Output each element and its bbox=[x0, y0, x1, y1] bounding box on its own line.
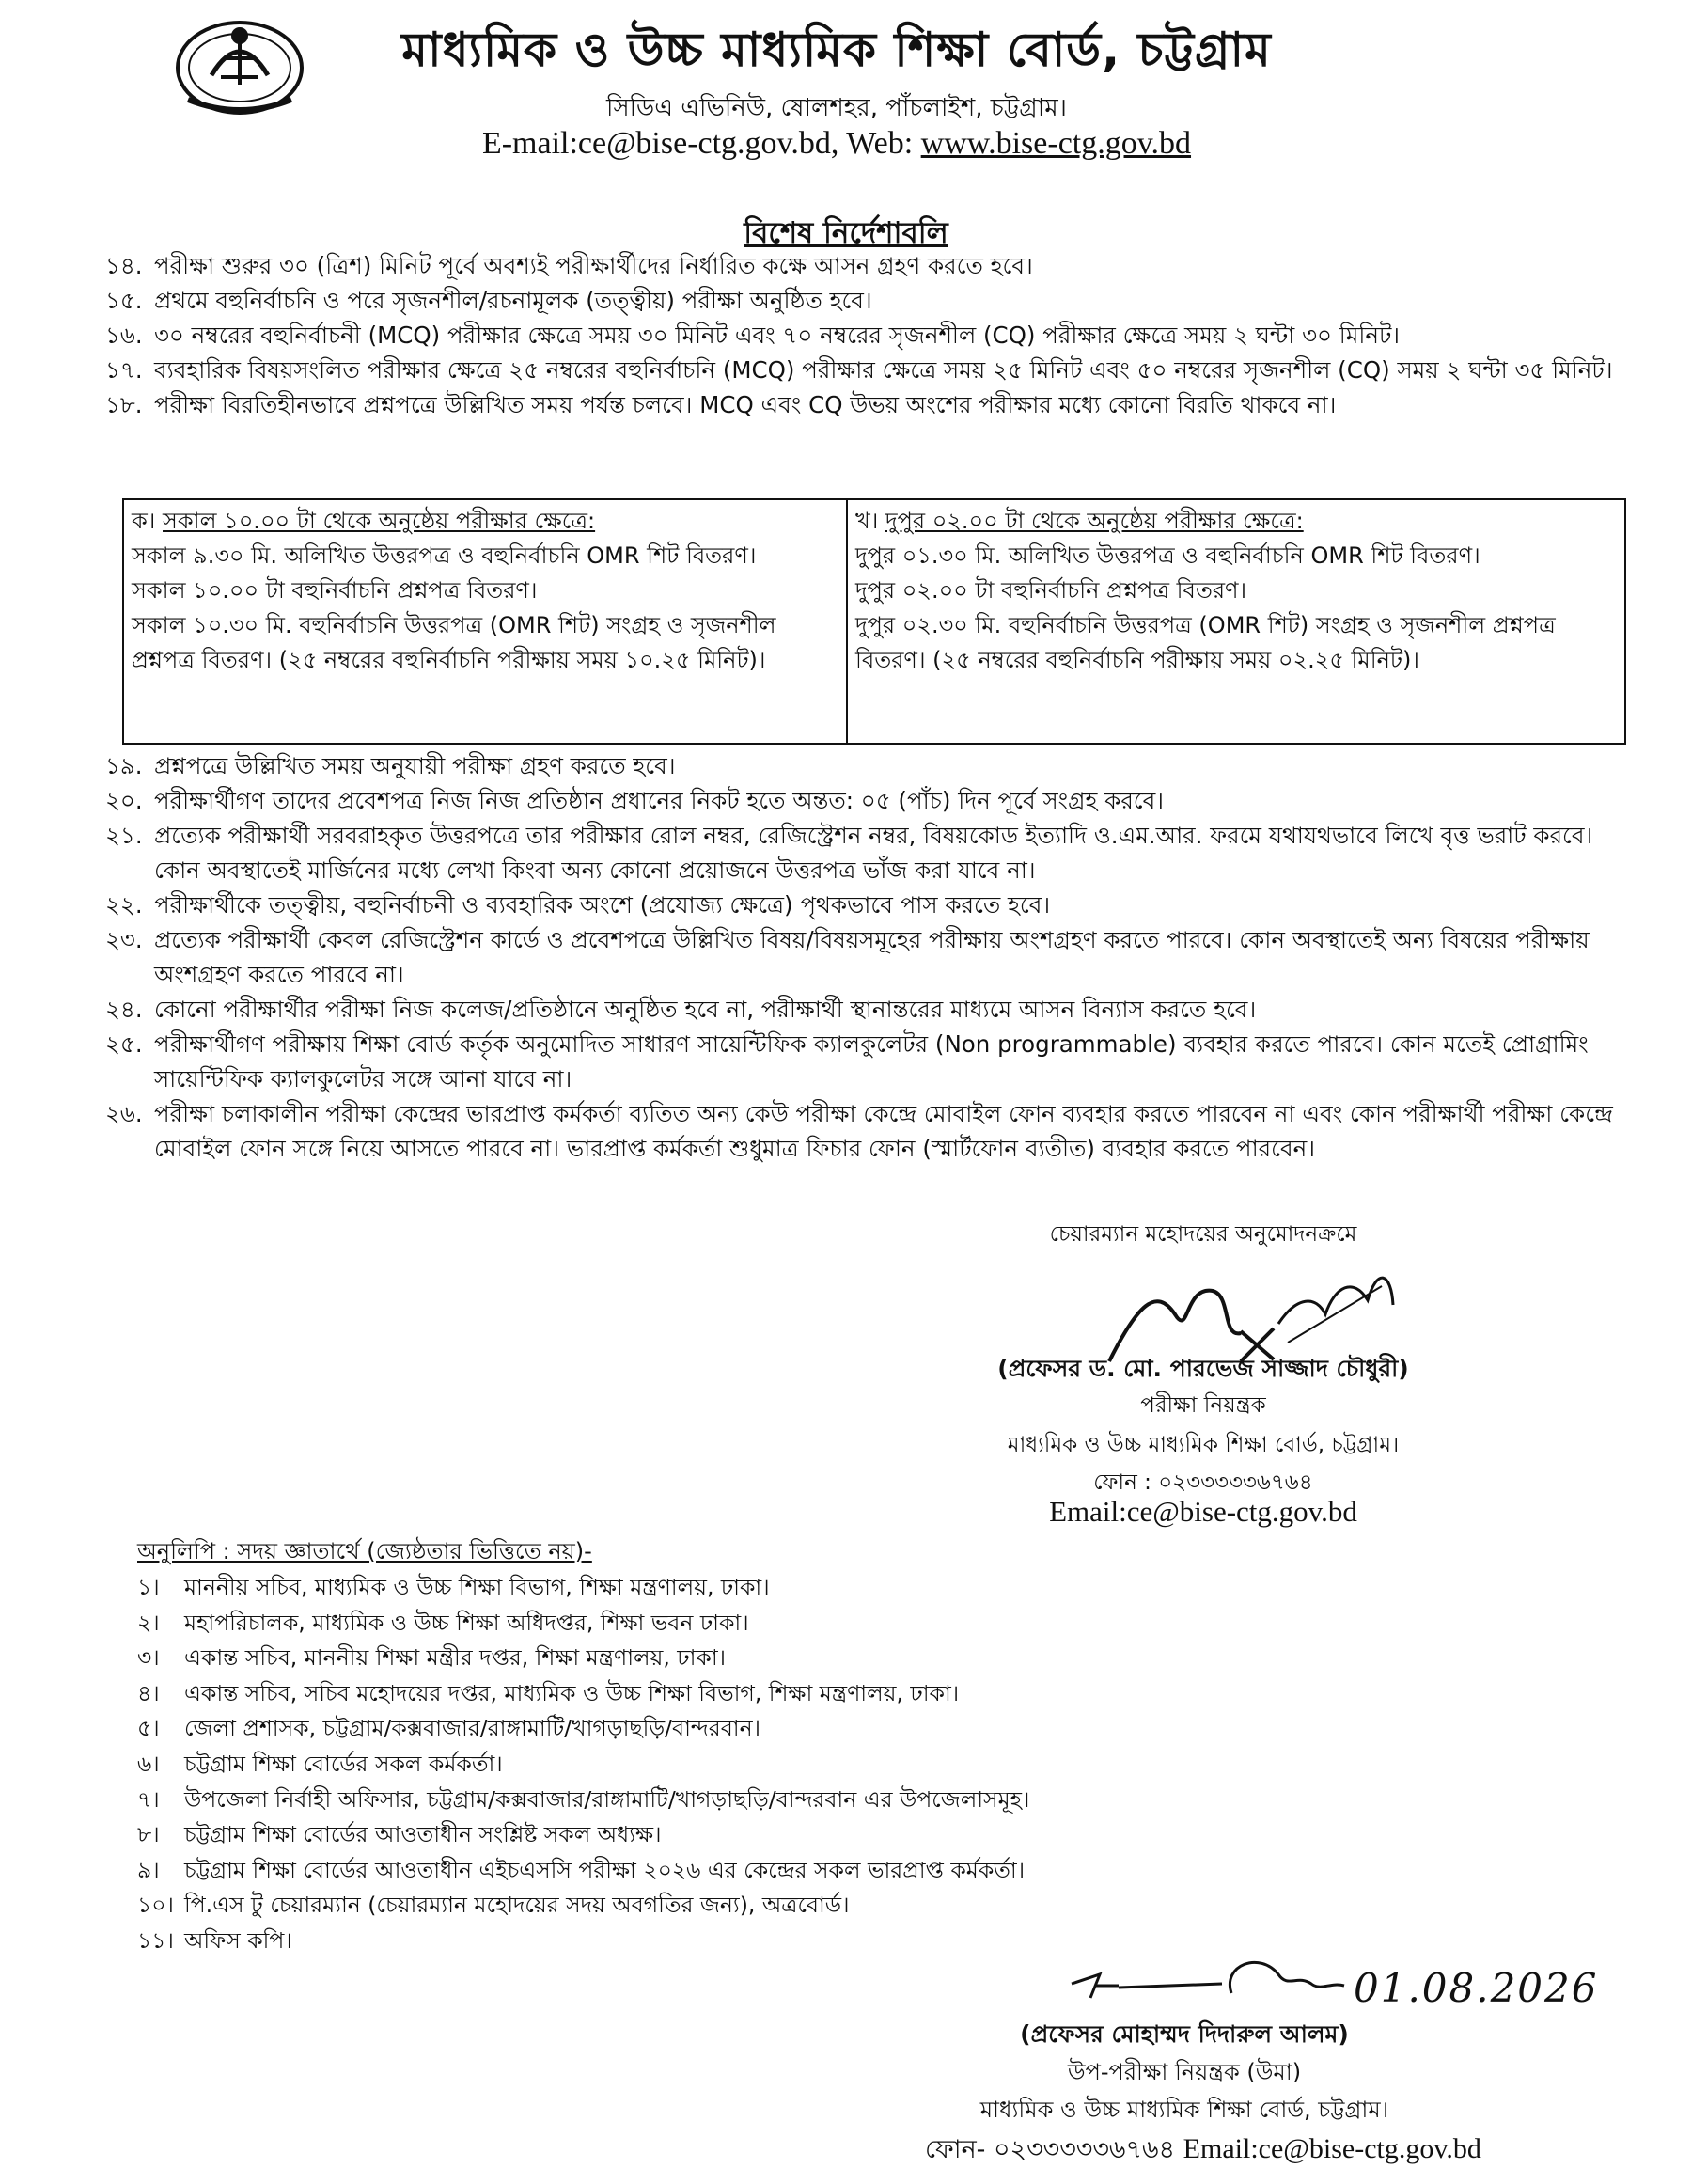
copy-text: অফিস কপি। bbox=[184, 1926, 292, 1954]
instruction-number: ১৯. bbox=[105, 752, 143, 779]
afternoon-schedule-line: দুপুর ০২.০০ টা বহুনির্বাচনি প্রশ্নপত্র বিতরণ। bbox=[855, 577, 1247, 604]
afternoon-schedule-line: দুপুর ০২.৩০ মি. বহুনির্বাচনি উত্তরপত্র (OMR শিট) সংগ্রহ ও সৃজনশীল প্রশ্নপত্র বিতরণ। (২৫ নম্বরের বহুনির্বাচনি পরীক্ষায় সময় ০২.২৫ মিনিট)। bbox=[855, 612, 1556, 673]
instruction-number: ২৪. bbox=[105, 996, 143, 1023]
copy-item bbox=[137, 1853, 1547, 1889]
morning-heading-text: সকাল ১০.০০ টা থেকে অনুষ্ঠেয় পরীক্ষার ক্ষেত্রে: bbox=[163, 508, 596, 534]
instruction-item bbox=[105, 248, 1628, 283]
afternoon-schedule bbox=[848, 500, 1624, 743]
instruction-number: ১৮. bbox=[105, 391, 143, 418]
instructions-heading: বিশেষ নির্দেশাবলি bbox=[744, 216, 948, 250]
morning-schedule-line: সকাল ১০.০০ টা বহুনির্বাচনি প্রশ্নপত্র বিতরণ। bbox=[132, 577, 538, 604]
copy-number: ৬। bbox=[137, 1750, 160, 1777]
instruction-text: পরীক্ষা চলাকালীন পরীক্ষা কেন্দ্রের ভারপ্রাপ্ত কর্মকর্তা ব্যতিত অন্য কেউ পরীক্ষা কেন্দ্রে মোবাইল ফোন ব্যবহার করতে পারবেন না এবং কোন পরীক্ষার্থী পরীক্ষা কেন্দ্রে মোবাইল ফোন সঙ্গে নিয়ে আসতে পারবে না। ভারপ্রাপ্ত কর্মকর্তা শুধুমাত্র ফিচার ফোন (স্মার্টফোন ব্যতীত) ব্যবহার করতে পারবেন। bbox=[154, 1100, 1613, 1162]
afternoon-schedule-heading bbox=[855, 504, 1617, 539]
copy-text: চট্টগ্রাম শিক্ষা বোর্ডের আওতাধীন সংশ্লিষ্ট সকল অধ্যক্ষ। bbox=[184, 1821, 662, 1848]
controller-name: (প্রফেসর ড. মো. পারভেজ সাজ্জাদ চৌধুরী) bbox=[997, 1355, 1409, 1382]
deputy-name: (প্রফেসর মোহাম্মদ দিদারুল আলম) bbox=[1020, 2020, 1349, 2048]
instructions-list-a bbox=[105, 248, 1628, 422]
deputy-signature-block bbox=[846, 1946, 1692, 2184]
instruction-text: পরীক্ষা বিরতিহীনভাবে প্রশ্নপত্রে উল্লিখিত সময় পর্যন্ত চলবে। MCQ এবং CQ উভয় অংশের পরীক্ষার মধ্যে কোনো বিরতি থাকবে না। bbox=[154, 391, 1337, 418]
instruction-number: ২৫. bbox=[105, 1030, 143, 1058]
instruction-number: ২০. bbox=[105, 787, 143, 814]
copy-item bbox=[137, 1817, 1547, 1853]
instruction-text: পরীক্ষার্থীকে তত্ত্বীয়, বহুনির্বাচনী ও ব্যবহারিক অংশে (প্রযোজ্য ক্ষেত্রে) পৃথকভাবে পাস করতে হবে। bbox=[154, 891, 1051, 919]
copy-text: মাননীয় সচিব, মাধ্যমিক ও উচ্চ শিক্ষা বিভাগ, শিক্ষা মন্ত্রণালয়, ঢাকা। bbox=[184, 1574, 770, 1600]
org-contact bbox=[169, 126, 1504, 162]
copy-text: চট্টগ্রাম শিক্ষা বোর্ডের আওতাধীন এইচএসসি পরীক্ষা ২০২৬ এর কেন্দ্রের সকল ভারপ্রাপ্ত কর্মকর্তা। bbox=[184, 1856, 1026, 1883]
copy-number: ৯। bbox=[137, 1856, 160, 1883]
org-address: সিডিএ এভিনিউ, ষোলশহর, পাঁচলাইশ, চট্টগ্রাম। bbox=[606, 94, 1067, 122]
copy-text: মহাপরিচালক, মাধ্যমিক ও উচ্চ শিক্ষা অধিদপ্তর, শিক্ষা ভবন ঢাকা। bbox=[184, 1609, 749, 1636]
controller-designation: পরীক্ষা নিয়ন্ত্রক bbox=[1140, 1393, 1266, 1418]
instruction-text: পরীক্ষা শুরুর ৩০ (ত্রিশ) মিনিট পূর্বে অবশ্যই পরীক্ষার্থীদের নির্ধারিত কক্ষে আসন গ্রহণ করতে হবে। bbox=[154, 252, 1033, 279]
instruction-number: ২৩. bbox=[105, 926, 143, 953]
instruction-item bbox=[105, 283, 1628, 318]
copies-distribution-list bbox=[137, 1532, 1547, 1959]
instruction-item bbox=[105, 1027, 1628, 1096]
copy-text: জেলা প্রশাসক, চট্টগ্রাম/কক্সবাজার/রাঙ্গামাটি/খাগড়াছড়ি/বান্দরবান। bbox=[184, 1715, 761, 1742]
copy-number: ৮। bbox=[137, 1821, 160, 1848]
signature-date: 01.08.2026 bbox=[1354, 1965, 1599, 2011]
copy-item bbox=[137, 1711, 1547, 1747]
copy-text: উপজেলা নির্বাহী অফিসার, চট্টগ্রাম/কক্সবাজার/রাঙ্গামাটি/খাগড়াছড়ি/বান্দরবান এর উপজেলাসমূহ। bbox=[184, 1785, 1030, 1813]
controller-organization: মাধ্যমিক ও উচ্চ মাধ্যমিক শিক্ষা বোর্ড, চট্টগ্রাম। bbox=[1007, 1433, 1400, 1457]
morning-schedule-line: সকাল ৯.৩০ মি. অলিখিত উত্তরপত্র ও বহুনির্বাচনি OMR শিট বিতরণ। bbox=[132, 542, 757, 569]
instruction-number: ২৬. bbox=[105, 1100, 143, 1127]
instruction-text: পরীক্ষার্থীগণ তাদের প্রবেশপত্র নিজ নিজ প্রতিষ্ঠান প্রধানের নিকট হতে অন্তত: ০৫ (পাঁচ) দিন পূর্বে সংগ্রহ করবে। bbox=[154, 787, 1165, 814]
org-web-label: Web: bbox=[846, 126, 914, 161]
morning-schedule-line: সকাল ১০.৩০ মি. বহুনির্বাচনি উত্তরপত্র (OMR শিট) সংগ্রহ ও সৃজনশীল প্রশ্নপত্র বিতরণ। (২৫ নম্বরের বহুনির্বাচনি পরীক্ষায় সময় ১০.২৫ মিনিট)। bbox=[132, 612, 776, 673]
instruction-text: প্রশ্নপত্রে উল্লিখিত সময় অনুযায়ী পরীক্ষা গ্রহণ করতে হবে। bbox=[154, 752, 676, 779]
morning-heading-prefix: ক। bbox=[132, 508, 156, 534]
morning-schedule bbox=[124, 500, 848, 743]
copy-text: পি.এস টু চেয়ারম্যান (চেয়ারম্যান মহোদয়ের সদয় অবগতির জন্য), অত্রবোর্ড। bbox=[184, 1892, 850, 1919]
deputy-organization: মাধ্যমিক ও উচ্চ মাধ্যমিক শিক্ষা বোর্ড, চট্টগ্রাম। bbox=[979, 2097, 1389, 2123]
instruction-number: ২২. bbox=[105, 891, 143, 919]
morning-schedule-heading bbox=[132, 504, 838, 539]
copy-number: ১। bbox=[137, 1574, 160, 1600]
instruction-item bbox=[105, 888, 1628, 922]
copy-text: চট্টগ্রাম শিক্ষা বোর্ডের সকল কর্মকর্তা। bbox=[184, 1750, 503, 1777]
approval-note: চেয়ারম্যান মহোদয়ের অনুমোদনক্রমে bbox=[1049, 1222, 1357, 1247]
instruction-number: ২১. bbox=[105, 822, 143, 849]
copy-number: ৩। bbox=[137, 1644, 160, 1672]
exam-schedule-table bbox=[122, 498, 1626, 745]
copy-item bbox=[137, 1606, 1547, 1642]
instruction-item bbox=[105, 922, 1628, 992]
instruction-item bbox=[105, 1096, 1628, 1166]
copies-heading: অনুলিপি : সদয় জ্ঞাতার্থে (জ্যেষ্ঠতার ভিত্তিতে নয়)- bbox=[137, 1538, 592, 1564]
copy-number: ২। bbox=[137, 1609, 160, 1636]
instruction-item bbox=[105, 748, 1628, 783]
copy-number: ৫। bbox=[137, 1715, 160, 1742]
controller-signature-block bbox=[865, 1194, 1542, 1532]
copy-number: ৪। bbox=[137, 1679, 160, 1706]
copy-item bbox=[137, 1676, 1547, 1712]
instruction-text: প্রথমে বহুনির্বাচনি ও পরে সৃজনশীল/রচনামূলক (তত্ত্বীয়) পরীক্ষা অনুষ্ঠিত হবে। bbox=[154, 287, 872, 314]
copy-number: ১১। bbox=[137, 1926, 174, 1954]
deputy-email: Email:ce@bise-ctg.gov.bd bbox=[1183, 2133, 1481, 2164]
copy-text: একান্ত সচিব, সচিব মহোদয়ের দপ্তর, মাধ্যমিক ও উচ্চ শিক্ষা বিভাগ, শিক্ষা মন্ত্রণালয়, ঢাকা। bbox=[184, 1679, 960, 1706]
instruction-number: ১৫. bbox=[105, 287, 143, 314]
letterhead bbox=[169, 6, 1504, 175]
afternoon-schedule-line: দুপুর ০১.৩০ মি. অলিখিত উত্তরপত্র ও বহুনির্বাচনি OMR শিট বিতরণ। bbox=[855, 542, 1480, 569]
controller-phone: ফোন : ০২৩৩৩৩৩৬৭৬৪ bbox=[1093, 1470, 1313, 1495]
instruction-text: প্রত্যেক পরীক্ষার্থী সরবরাহকৃত উত্তরপত্রে তার পরীক্ষার রোল নম্বর, রেজিস্ট্রেশন নম্বর, বিষয়কোড ইত্যাদি ও.এম.আর. ফরমে যথাযথভাবে লিখে বৃত্ত ভরাট করবে। কোন অবস্থাতেই মার্জিনের মধ্যে লেখা কিংবা অন্য কোনো প্রয়োজনে উত্তরপত্র ভাঁজ করা যাবে না। bbox=[154, 822, 1593, 884]
copy-item bbox=[137, 1641, 1547, 1676]
instruction-item bbox=[105, 992, 1628, 1027]
instruction-number: ১৪. bbox=[105, 252, 143, 279]
controller-email: Email:ce@bise-ctg.gov.bd bbox=[1049, 1495, 1357, 1528]
instruction-item bbox=[105, 783, 1628, 818]
instruction-text: ৩০ নম্বরের বহুনির্বাচনী (MCQ) পরীক্ষার ক্ষেত্রে সময় ৩০ মিনিট এবং ৭০ নম্বরের সৃজনশীল (CQ) পরীক্ষার ক্ষেত্রে সময় ২ ঘন্টা ৩০ মিনিট। bbox=[154, 322, 1401, 349]
copy-text: একান্ত সচিব, মাননীয় শিক্ষা মন্ত্রীর দপ্তর, শিক্ষা মন্ত্রণালয়, ঢাকা। bbox=[184, 1644, 727, 1672]
instruction-text: প্রত্যেক পরীক্ষার্থী কেবল রেজিস্ট্রেশন কার্ডে ও প্রবেশপত্রে উল্লিখিত বিষয়/বিষয়সমূহের পরীক্ষায় অংশগ্রহণ করতে পারবে। কোন অবস্থাতেই অন্য বিষয়ের পরীক্ষায় অংশগ্রহণ করতে পারবে না। bbox=[154, 926, 1590, 988]
instruction-item bbox=[105, 353, 1628, 387]
copy-item bbox=[137, 1747, 1547, 1783]
instruction-number: ১৬. bbox=[105, 322, 143, 349]
instruction-number: ১৭. bbox=[105, 356, 143, 384]
afternoon-heading-prefix: খ। bbox=[855, 508, 879, 534]
afternoon-heading-text: দুপুর ০২.০০ টা থেকে অনুষ্ঠেয় পরীক্ষার ক্ষেত্রে: bbox=[885, 508, 1304, 534]
org-web-link[interactable]: www.bise-ctg.gov.bd bbox=[920, 126, 1192, 161]
copy-item bbox=[137, 1570, 1547, 1606]
org-email: E-mail:ce@bise-ctg.gov.bd, bbox=[481, 126, 839, 161]
instructions-list-b bbox=[105, 748, 1628, 1166]
deputy-contact bbox=[827, 2130, 1579, 2173]
deputy-phone: ফোন- ০২৩৩৩৩৩৬৭৬৪ bbox=[925, 2135, 1176, 2164]
copy-number: ৭। bbox=[137, 1785, 160, 1813]
copy-item bbox=[137, 1888, 1547, 1924]
copy-number: ১০। bbox=[137, 1892, 174, 1919]
instruction-item bbox=[105, 818, 1628, 888]
instruction-item bbox=[105, 318, 1628, 353]
instruction-text: কোনো পরীক্ষার্থীর পরীক্ষা নিজ কলেজ/প্রতিষ্ঠানে অনুষ্ঠিত হবে না, পরীক্ষার্থী স্থানান্তরের মাধ্যমে আসন বিন্যাস করতে হবে। bbox=[154, 996, 1257, 1023]
instruction-text: ব্যবহারিক বিষয়সংলিত পরীক্ষার ক্ষেত্রে ২৫ নম্বরের বহুনির্বাচনি (MCQ) পরীক্ষার ক্ষেত্রে সময় ২৫ মিনিট এবং ৫০ নম্বরের সৃজনশীল (CQ) সময় ২ ঘন্টা ৩৫ মিনিট। bbox=[154, 356, 1613, 384]
instruction-item bbox=[105, 387, 1628, 422]
deputy-designation: উপ-পরীক্ষা নিয়ন্ত্রক (উমা) bbox=[1067, 2059, 1302, 2085]
copy-item bbox=[137, 1783, 1547, 1818]
instruction-text: পরীক্ষার্থীগণ পরীক্ষায় শিক্ষা বোর্ড কর্তৃক অনুমোদিত সাধারণ সায়েন্টিফিক ক্যালকুলেটর (Non programmable) ব্যবহার করতে পারবে। কোন মতেই প্রোগ্রামিং সায়েন্টিফিক ক্যালকুলেটর সঙ্গে আনা যাবে না। bbox=[154, 1030, 1589, 1092]
org-title: মাধ্যমিক ও উচ্চ মাধ্যমিক শিক্ষা বোর্ড, চট্টগ্রাম bbox=[401, 23, 1272, 77]
